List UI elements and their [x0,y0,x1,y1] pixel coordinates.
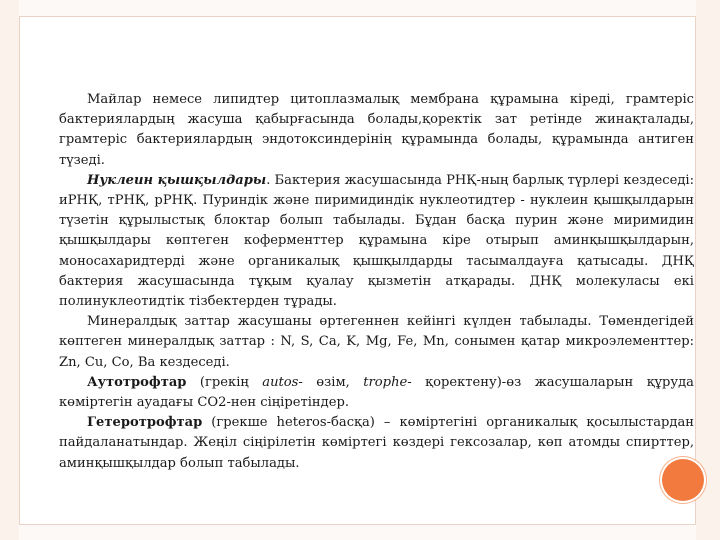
heterotrophs-term: Гетеротрофтар [87,415,203,431]
autotrophs-paragraph [59,373,694,413]
nucleic-acids-text: . Бактерия жасушасында РНҚ-ның барлық түрлері кездеседі: иРНҚ, тРНҚ, рРНҚ. Пуриндік және пиримидиндік нуклеотидтер - нуклеин қышқылдарын түзетін құрылыстық блоктар болып табылады. Бұдан басқа пурин және миримидин қышқылдары көптеген коферменттер құрамына кіре отырып аминқышқылдарын, моносахаридтерді және органикалық қышқылдарды тасымалдауға қатысады. ДНҚ бактерия жасушасында тұқым қуалау қызметін атқарады. ДНҚ молекуласы екі полинуклеотидтік тізбектерден тұрады. [59,172,694,310]
autotrophs-text-b: өзім, [302,374,364,390]
slide-body [59,90,694,474]
orange-circle-decoration [662,459,704,501]
nucleic-acids-term: Нуклеин қышқылдары [87,172,267,188]
autotrophs-text-c: қоректену)-өз жасушаларын құруда көміртегін ауадағы СО2-нен сіңіретіндер. [59,374,694,411]
autotrophs-text-a: (грекің [186,374,263,390]
heterotrophs-text: (грекше heteros-басқа) – көміртегіні органикалық қосылыстардан пайдаланатындар. Жеңіл сіңірілетін көміртегі көздері гексозалар, көп атомды спирттер, аминқышқылдар болып табылады. [59,415,694,471]
trophe-word: trophe- [363,374,412,390]
minerals-text: Минералдық заттар жасушаны өртегеннен кейінгі күлден табылады. Төмендегідей көптеген минералдық заттар : N, S, Ca, K, Mg, Fe, Mn, сонымен қатар микроэлементтер: Zn, Cu, Co, Ba кездеседі. [59,314,694,370]
lipids-paragraph [59,90,694,171]
lipids-text: Майлар немесе липидтер цитоплазмалық мембрана құрамына кіреді, грамтеріс бактериялардың жасуша қабырғасында болады,қоректік зат ретінде жинақталады, грамтеріс бактериялардың эндотоксиндерінің құрамында болады, құрамында антиген түзеді. [59,92,694,168]
autos-word: autos- [262,374,303,390]
nucleic-acids-paragraph [59,171,694,312]
autotrophs-term: Аутотрофтар [87,374,187,390]
left-accent-band [0,0,19,540]
right-accent-band [696,0,720,540]
heterotrophs-paragraph [59,413,694,474]
minerals-paragraph [59,312,694,373]
